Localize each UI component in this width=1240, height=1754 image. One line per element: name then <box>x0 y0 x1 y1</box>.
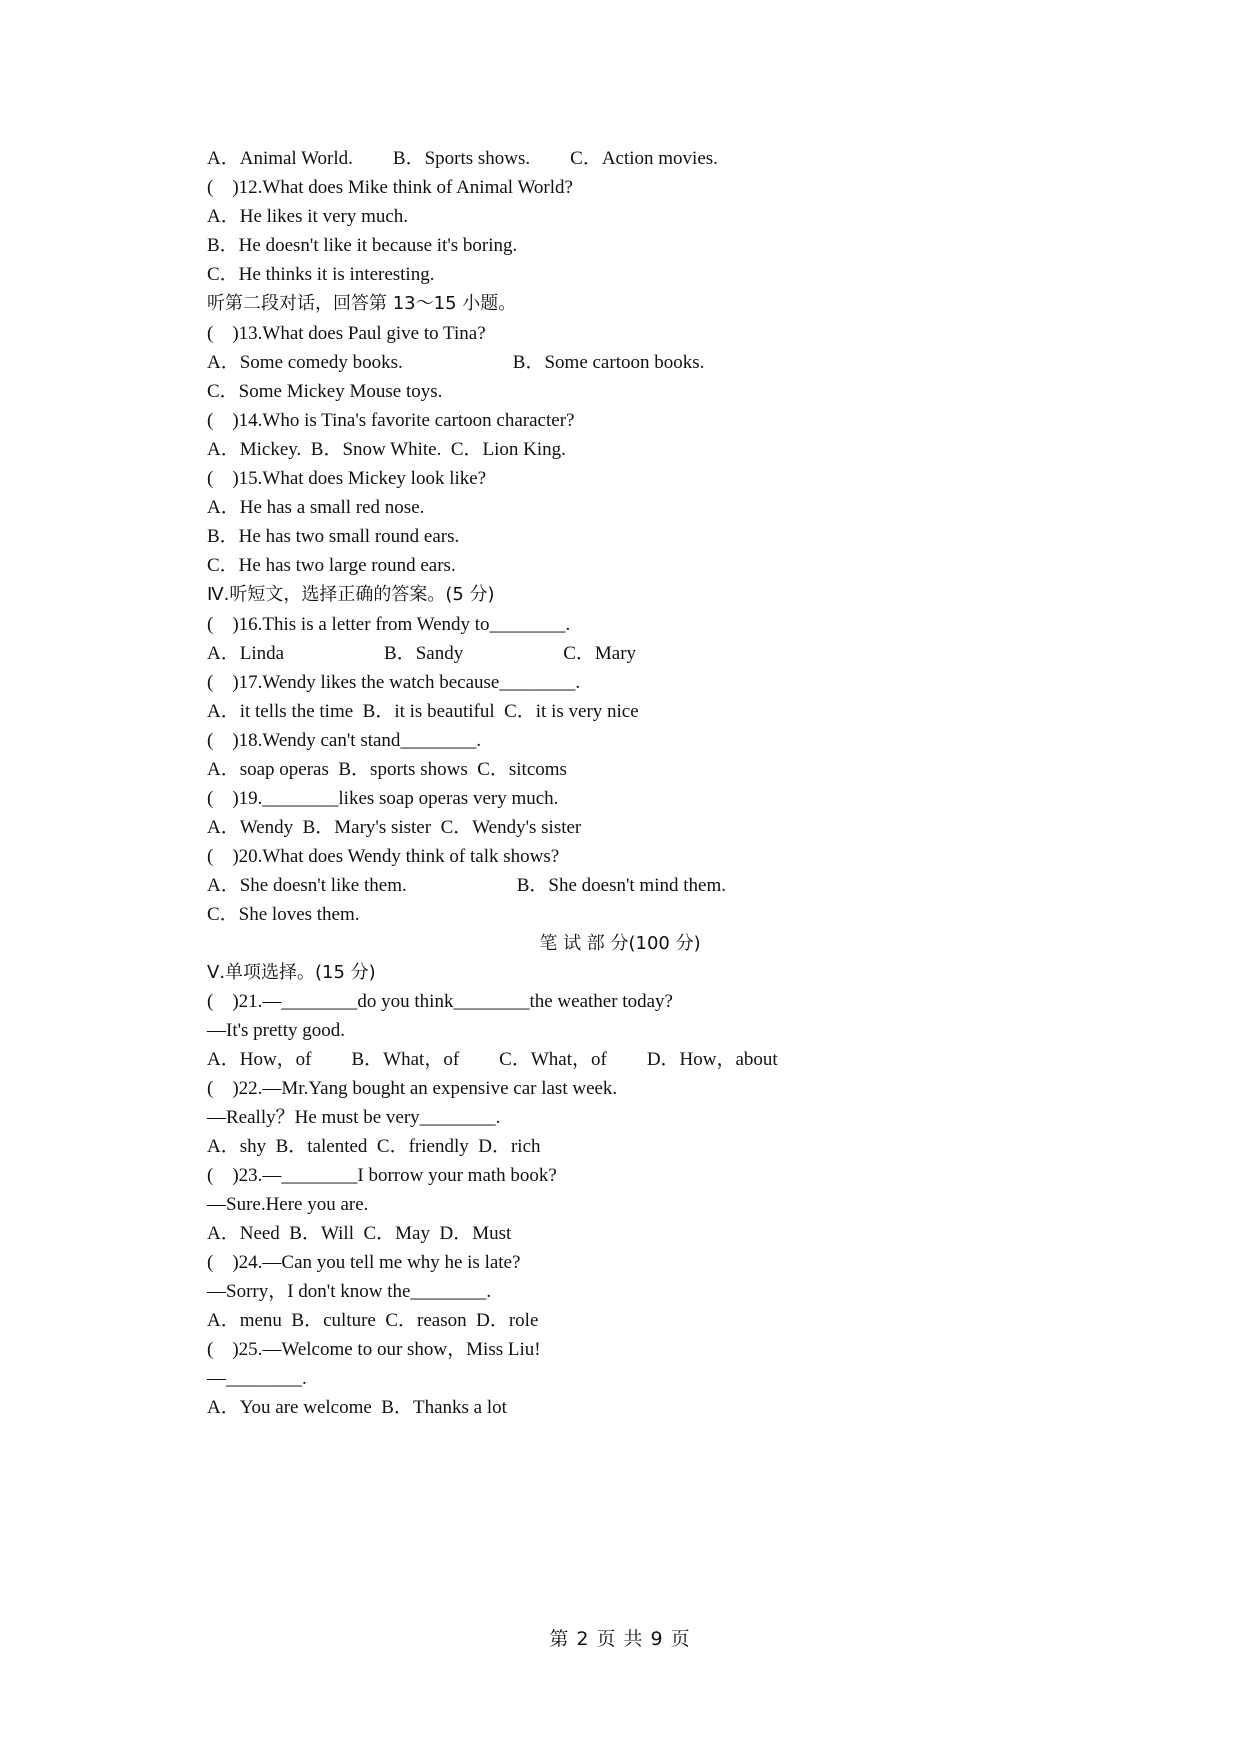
answer-option: C．Action movies. <box>570 148 718 169</box>
text-line: C．He thinks it is interesting. <box>207 264 435 285</box>
answer-options <box>207 144 718 173</box>
text-line: —Really？He must be very________. <box>207 1107 501 1128</box>
answer-options <box>207 639 636 668</box>
question-line: ( )13.What does Paul give to Tina? <box>207 323 486 344</box>
answer-option: B．Sandy <box>384 643 464 664</box>
answer-option: B．She doesn't mind them. <box>516 875 726 896</box>
answer-option: B．Sports shows. <box>392 148 531 169</box>
text-line: A．Mickey. B．Snow White. C．Lion King. <box>207 439 566 460</box>
question-line: ( )17.Wendy likes the watch because________. <box>207 672 581 693</box>
answer-option: B．Some cartoon books. <box>512 352 705 373</box>
text-line: A．You are welcome B．Thanks a lot <box>207 1397 507 1418</box>
text-line: B．He doesn't like it because it's boring. <box>207 235 518 256</box>
answer-option: C．Mary <box>563 643 637 664</box>
text-line: C．Some Mickey Mouse toys. <box>207 381 443 402</box>
text-line: A．He has a small red nose. <box>207 497 425 518</box>
text-line: A．it tells the time B．it is beautiful C．it is very nice <box>207 701 639 722</box>
section-heading: Ⅳ.听短文，选择正确的答案。(5 分) <box>207 584 495 605</box>
question-line: ( )16.This is a letter from Wendy to________. <box>207 614 571 635</box>
answer-option: A．Animal World. <box>207 148 353 169</box>
answer-option: D．How，about <box>646 1049 778 1070</box>
text-line: A．He likes it very much. <box>207 206 409 227</box>
answer-options <box>207 1045 778 1074</box>
text-line: A．soap operas B．sports shows C．sitcoms <box>207 759 567 780</box>
answer-option: B．What，of <box>351 1049 460 1070</box>
text-line: —Sure.Here you are. <box>207 1194 369 1215</box>
section-heading: 听第二段对话，回答第 13～15 小题。 <box>207 293 517 314</box>
question-line: ( )18.Wendy can't stand________. <box>207 730 482 751</box>
text-line: A．menu B．culture C．reason D．role <box>207 1310 539 1331</box>
text-line: A．Need B．Will C．May D．Must <box>207 1223 512 1244</box>
text-line: —Sorry，I don't know the________. <box>207 1281 492 1302</box>
question-line: ( )20.What does Wendy think of talk shows? <box>207 846 560 867</box>
question-line: ( )23.—________I borrow your math book? <box>207 1165 557 1186</box>
answer-option: A．Some comedy books. <box>207 352 403 373</box>
question-line: ( )25.—Welcome to our show，Miss Liu! <box>207 1339 541 1360</box>
answer-option: C．What，of <box>499 1049 607 1070</box>
answer-option: A．How，of <box>207 1049 312 1070</box>
answer-option: A．Linda <box>207 643 285 664</box>
question-line: ( )19.________likes soap operas very much. <box>207 788 559 809</box>
answer-options <box>207 348 704 377</box>
answer-option: A．She doesn't like them. <box>207 875 407 896</box>
page-footer: 第 2 页 共 9 页 <box>549 1628 691 1650</box>
question-line: ( )14.Who is Tina's favorite cartoon character? <box>207 410 575 431</box>
question-line: ( )22.—Mr.Yang bought an expensive car last week. <box>207 1078 618 1099</box>
section-heading: 笔 试 部 分(100 分) <box>539 933 701 954</box>
question-line: ( )15.What does Mickey look like? <box>207 468 487 489</box>
text-line: —________. <box>207 1368 307 1389</box>
question-line: ( )12.What does Mike think of Animal World? <box>207 177 573 198</box>
question-line: ( )24.—Can you tell me why he is late? <box>207 1252 521 1273</box>
text-line: —It's pretty good. <box>207 1020 345 1041</box>
text-line: B．He has two small round ears. <box>207 526 460 547</box>
text-line: C．She loves them. <box>207 904 360 925</box>
section-heading: Ⅴ.单项选择。(15 分) <box>207 962 376 983</box>
text-line: A．shy B．talented C．friendly D．rich <box>207 1136 541 1157</box>
answer-options <box>207 871 726 900</box>
question-line: ( )21.—________do you think________the weather today? <box>207 991 673 1012</box>
text-line: C．He has two large round ears. <box>207 555 456 576</box>
text-line: A．Wendy B．Mary's sister C．Wendy's sister <box>207 817 582 838</box>
